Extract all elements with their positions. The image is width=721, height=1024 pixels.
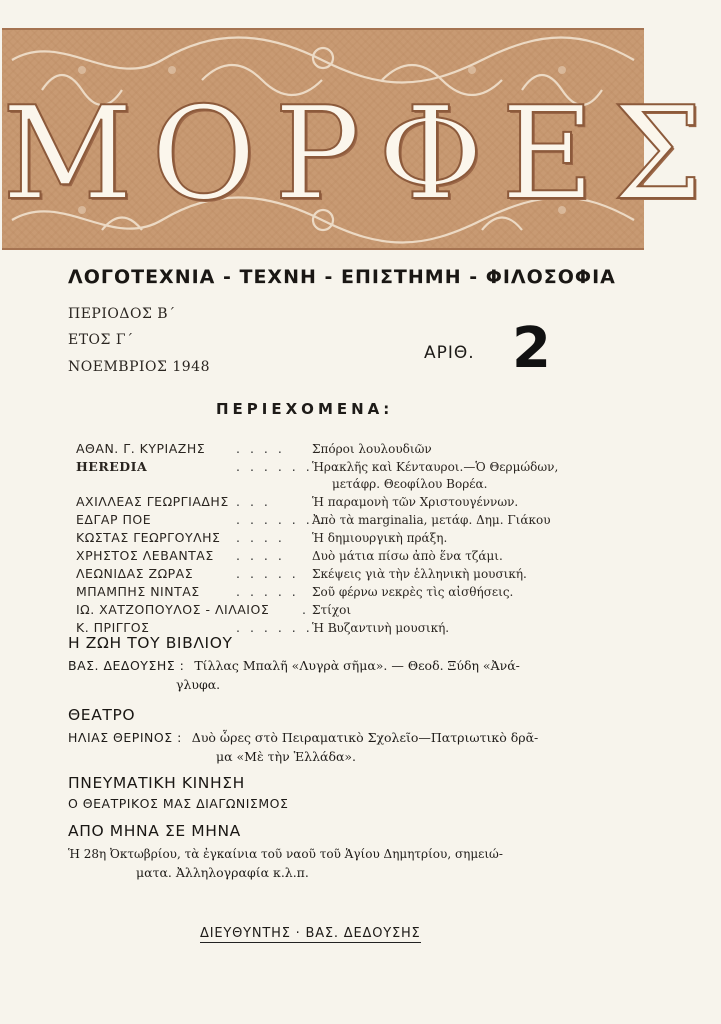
toc-continuation: μετάφρ. Θεοφίλου Βορέα. — [332, 477, 488, 491]
section-heading: Η ΖΩΗ ΤΟΥ ΒΙΒΛΙΟΥ — [68, 634, 233, 652]
toc-author: ΕΔΓΑΡ ΠΟΕ — [76, 512, 152, 527]
year: ΕΤΟΣ Γ΄ — [68, 332, 134, 348]
toc-title: Δυὸ μάτια πίσω ἀπὸ ἕνα τζάμι. — [312, 549, 503, 563]
issue-label: ΑΡΙΘ. — [424, 343, 475, 363]
section-text-continuation: μα «Μὲ τὴν Ἑλλάδα». — [216, 749, 357, 764]
section-text-continuation: ματα. Ἀλληλογραφία κ.λ.π. — [136, 865, 309, 880]
section-life-of-book — [68, 634, 608, 694]
section-row — [68, 728, 608, 748]
toc-dots: . . . . . . . — [236, 512, 327, 527]
toc-author: ΙΩ. ΧΑΤΖΟΠΟΥΛΟΣ - ΛΙΛΑΙΟΣ — [76, 602, 270, 617]
toc-author: ΧΡΗΣΤΟΣ ΛΕΒΑΝΤΑΣ — [76, 548, 214, 563]
toc-row — [76, 565, 616, 583]
toc-author: ΛΕΩΝΙΔΑΣ ΖΩΡΑΣ — [76, 566, 194, 581]
toc-title: Σοῦ φέρνω νεκρὲς τὶς αἰσθήσεις. — [312, 585, 514, 599]
toc-row — [76, 529, 616, 547]
section-heading: ΑΠΟ ΜΗΝΑ ΣΕ ΜΗΝΑ — [68, 822, 241, 840]
section-author: ΒΑΣ. ΔΕΔΟΥΣΗΣ : — [68, 658, 185, 673]
section-text: Τίλλας Μπαλῆ «Λυγρὰ σῆμα». — Θεοδ. Ξύδη «Ἀνά- — [194, 658, 520, 673]
section-text: Δυὸ ὧρες στὸ Πειραματικὸ Σχολεῖο—Πατριωτικὸ δρᾶ- — [191, 730, 539, 745]
section-text-continuation: γλυφα. — [176, 677, 221, 692]
issue-date: ΝΟΕΜΒΡΙΟΣ 1948 — [68, 359, 210, 375]
toc-author: ΚΩΣΤΑΣ ΓΕΩΡΓΟΥΛΗΣ — [76, 530, 221, 545]
masthead-title: ΜΟΡΦΕΣ — [2, 80, 721, 229]
section-author: ΗΛΙΑΣ ΘΕΡΙΝΟΣ : — [68, 730, 182, 745]
toc-title: Ἡ παραμονὴ τῶν Χριστουγέννων. — [312, 495, 519, 509]
toc-title: Σπόροι λουλουδιῶν — [312, 442, 432, 456]
director-line: ΔΙΕΥΘΥΝΤΗΣ · ΒΑΣ. ΔΕΔΟΥΣΗΣ — [200, 926, 421, 941]
toc-row — [76, 511, 616, 529]
table-of-contents — [76, 440, 616, 637]
toc-author: ΑΧΙΛΛΕΑΣ ΓΕΩΡΓΙΑΔΗΣ — [76, 494, 229, 509]
issue-number: 2 — [512, 316, 551, 381]
section-line: Ο ΘΕΑΤΡΙΚΟΣ ΜΑΣ ΔΙΑΓΩΝΙΣΜΟΣ — [68, 796, 289, 811]
toc-title: Ἀπὸ τὰ marginalia, μετάφ. Δημ. Γιάκου — [312, 513, 551, 527]
toc-dots: . . . . — [236, 548, 285, 563]
toc-title: Σκέψεις γιὰ τὴν ἑλληνικὴ μουσική. — [312, 567, 527, 581]
section-row — [68, 656, 608, 676]
toc-dots: . . . . . — [236, 584, 299, 599]
subtitle: ΛΟΓΟΤΕΧΝΙΑ - ΤΕΧΝΗ - ΕΠΙΣΤΗΜΗ - ΦΙΛΟΣΟΦΙΑ — [68, 266, 616, 288]
toc-title: Στίχοι — [312, 603, 352, 617]
contents-heading: ΠΕΡΙΕΧΟΜΕΝΑ: — [216, 400, 394, 418]
toc-row — [76, 583, 616, 601]
toc-author: HEREDIA — [76, 459, 148, 474]
toc-dots: . . . — [236, 494, 271, 509]
toc-title: Ἡρακλῆς καὶ Κένταυροι.—Ὁ Θερμώδων, — [312, 460, 559, 474]
toc-title: Ἡ Βυζαντινὴ μουσική. — [312, 621, 450, 635]
toc-row — [76, 601, 616, 619]
toc-dots: . — [302, 602, 309, 617]
section-month-to-month — [68, 822, 608, 882]
section-spiritual-movement — [68, 774, 608, 811]
toc-row — [76, 493, 616, 511]
toc-author: ΑΘΑΝ. Γ. ΚΥΡΙΑΖΗΣ — [76, 441, 206, 456]
toc-row — [76, 547, 616, 565]
toc-row — [76, 458, 616, 476]
section-row — [68, 844, 608, 864]
section-heading: ΘΕΑΤΡΟ — [68, 706, 136, 724]
masthead-banner — [2, 28, 721, 250]
section-theatre — [68, 706, 608, 766]
toc-author: ΜΠΑΜΠΗΣ ΝΙΝΤΑΣ — [76, 584, 200, 599]
toc-author: Κ. ΠΡΙΓΓΟΣ — [76, 620, 150, 635]
toc-row — [76, 440, 616, 458]
toc-dots: . . . . — [236, 441, 285, 456]
period: ΠΕΡΙΟΔΟΣ Β΄ — [68, 306, 176, 322]
toc-dots: . . . . — [236, 530, 285, 545]
toc-title: Ἡ δημιουργικὴ πράξη. — [312, 531, 448, 545]
toc-dots: . . . . . . . . — [236, 459, 341, 474]
toc-dots: . . . . . . . . — [236, 620, 341, 635]
section-heading: ΠΝΕΥΜΑΤΙΚΗ ΚΙΝΗΣΗ — [68, 774, 245, 792]
toc-dots: . . . . . — [236, 566, 299, 581]
section-text: Ἡ 28η Ὀκτωβρίου, τὰ ἐγκαίνια τοῦ ναοῦ τοῦ Ἁγίου Δημητρίου, σημειώ- — [68, 847, 503, 861]
